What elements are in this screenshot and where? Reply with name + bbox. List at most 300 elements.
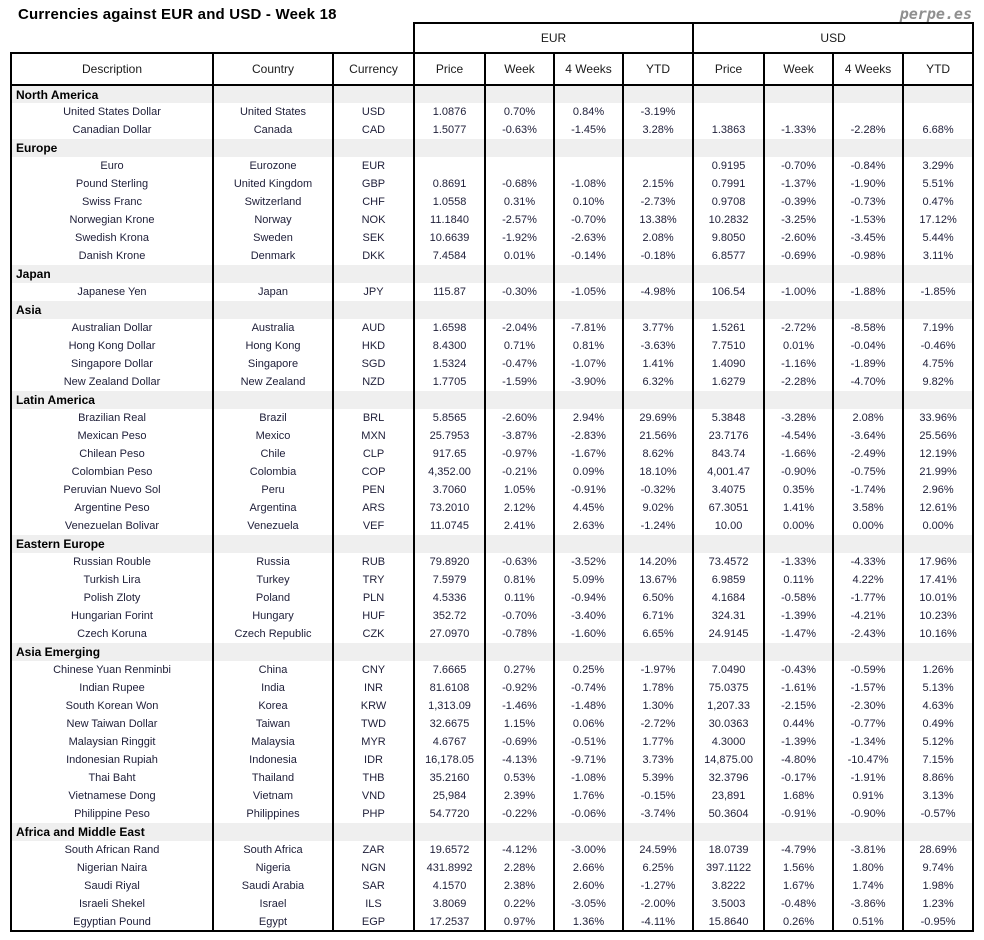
cell-currency: MYR xyxy=(333,733,414,751)
section-title: Europe xyxy=(11,139,213,157)
cell-country: Singapore xyxy=(213,355,333,373)
cell-usd-ytd: 17.12% xyxy=(903,211,973,229)
cell-eur-week: -0.68% xyxy=(485,175,554,193)
cell-usd-week: 0.35% xyxy=(764,481,833,499)
cell-usd-week: -0.48% xyxy=(764,895,833,913)
section-empty-cell xyxy=(623,85,693,103)
section-empty-cell xyxy=(333,391,414,409)
cell-country: Argentina xyxy=(213,499,333,517)
cell-country: Eurozone xyxy=(213,157,333,175)
cell-eur-ytd: -2.00% xyxy=(623,895,693,913)
cell-usd-4weeks: 0.51% xyxy=(833,913,903,931)
col-header-country: Country xyxy=(213,53,333,85)
cell-description: Thai Baht xyxy=(11,769,213,787)
cell-country: India xyxy=(213,679,333,697)
cell-eur-4weeks: -1.07% xyxy=(554,355,623,373)
cell-usd-price xyxy=(693,103,764,121)
col-header-eur-week: Week xyxy=(485,53,554,85)
cell-eur-ytd: 3.77% xyxy=(623,319,693,337)
cell-country: Colombia xyxy=(213,463,333,481)
cell-usd-ytd: 10.23% xyxy=(903,607,973,625)
cell-currency: THB xyxy=(333,769,414,787)
cell-description: Vietnamese Dong xyxy=(11,787,213,805)
cell-description: Saudi Riyal xyxy=(11,877,213,895)
cell-description: Mexican Peso xyxy=(11,427,213,445)
cell-eur-week: 2.39% xyxy=(485,787,554,805)
cell-country: South Africa xyxy=(213,841,333,859)
cell-eur-ytd: 1.78% xyxy=(623,679,693,697)
cell-usd-ytd: 28.69% xyxy=(903,841,973,859)
section-title: Africa and Middle East xyxy=(11,823,213,841)
cell-usd-ytd: 17.96% xyxy=(903,553,973,571)
cell-eur-4weeks: 2.66% xyxy=(554,859,623,877)
cell-currency: NOK xyxy=(333,211,414,229)
cell-country: Denmark xyxy=(213,247,333,265)
section-empty-cell xyxy=(333,301,414,319)
cell-eur-week xyxy=(485,157,554,175)
cell-eur-week: -0.97% xyxy=(485,445,554,463)
cell-usd-4weeks: -2.28% xyxy=(833,121,903,139)
cell-country: United Kingdom xyxy=(213,175,333,193)
cell-usd-4weeks: -10.47% xyxy=(833,751,903,769)
cell-eur-4weeks: -1.60% xyxy=(554,625,623,643)
table-row xyxy=(11,481,973,499)
cell-eur-price: 1.5324 xyxy=(414,355,485,373)
section-empty-cell xyxy=(693,535,764,553)
section-header-row xyxy=(11,139,973,157)
cell-eur-ytd: 13.38% xyxy=(623,211,693,229)
cell-eur-4weeks: -0.06% xyxy=(554,805,623,823)
cell-usd-price: 15.8640 xyxy=(693,913,764,931)
cell-usd-price: 75.0375 xyxy=(693,679,764,697)
col-header-usd-price: Price xyxy=(693,53,764,85)
table-row xyxy=(11,859,973,877)
cell-eur-week: -1.46% xyxy=(485,697,554,715)
page-title: Currencies against EUR and USD - Week 18 xyxy=(18,6,337,23)
section-empty-cell xyxy=(693,643,764,661)
cell-eur-price: 5.8565 xyxy=(414,409,485,427)
cell-eur-4weeks: -1.08% xyxy=(554,769,623,787)
cell-country: Turkey xyxy=(213,571,333,589)
cell-eur-4weeks: 2.94% xyxy=(554,409,623,427)
cell-usd-ytd: 1.98% xyxy=(903,877,973,895)
cell-currency: PHP xyxy=(333,805,414,823)
cell-usd-ytd: 3.29% xyxy=(903,157,973,175)
cell-usd-week: -2.28% xyxy=(764,373,833,391)
cell-usd-ytd: 5.51% xyxy=(903,175,973,193)
cell-country: China xyxy=(213,661,333,679)
cell-eur-4weeks: -2.83% xyxy=(554,427,623,445)
cell-usd-4weeks: -3.45% xyxy=(833,229,903,247)
cell-country: Saudi Arabia xyxy=(213,877,333,895)
section-empty-cell xyxy=(485,823,554,841)
cell-eur-ytd: 9.02% xyxy=(623,499,693,517)
cell-country: Australia xyxy=(213,319,333,337)
table-row xyxy=(11,625,973,643)
cell-eur-week: 1.05% xyxy=(485,481,554,499)
cell-country: Russia xyxy=(213,553,333,571)
section-empty-cell xyxy=(833,301,903,319)
cell-usd-ytd: 0.47% xyxy=(903,193,973,211)
table-row xyxy=(11,229,973,247)
cell-description: Brazilian Real xyxy=(11,409,213,427)
cell-country: Nigeria xyxy=(213,859,333,877)
cell-eur-4weeks: 1.36% xyxy=(554,913,623,931)
cell-currency: EUR xyxy=(333,157,414,175)
section-empty-cell xyxy=(333,535,414,553)
cell-eur-week: -0.63% xyxy=(485,121,554,139)
cell-description: Chinese Yuan Renminbi xyxy=(11,661,213,679)
group-header-usd: USD xyxy=(693,23,973,53)
cell-description: Hong Kong Dollar xyxy=(11,337,213,355)
cell-usd-ytd: 2.96% xyxy=(903,481,973,499)
cell-eur-week: -1.92% xyxy=(485,229,554,247)
section-empty-cell xyxy=(414,85,485,103)
cell-usd-4weeks: 2.08% xyxy=(833,409,903,427)
cell-usd-price: 1.5261 xyxy=(693,319,764,337)
cell-eur-week: 2.41% xyxy=(485,517,554,535)
cell-eur-4weeks xyxy=(554,157,623,175)
cell-description: Malaysian Ringgit xyxy=(11,733,213,751)
cell-eur-week: -4.12% xyxy=(485,841,554,859)
cell-country: United States xyxy=(213,103,333,121)
cell-eur-ytd: 3.28% xyxy=(623,121,693,139)
cell-eur-price: 25,984 xyxy=(414,787,485,805)
cell-eur-week: -0.21% xyxy=(485,463,554,481)
section-empty-cell xyxy=(213,139,333,157)
cell-usd-ytd: -1.85% xyxy=(903,283,973,301)
cell-description: Swedish Krona xyxy=(11,229,213,247)
cell-currency: SAR xyxy=(333,877,414,895)
cell-usd-week: -4.80% xyxy=(764,751,833,769)
cell-country: Malaysia xyxy=(213,733,333,751)
cell-usd-4weeks: 1.80% xyxy=(833,859,903,877)
cell-currency: HKD xyxy=(333,337,414,355)
cell-usd-week: -1.33% xyxy=(764,553,833,571)
cell-description: Norwegian Krone xyxy=(11,211,213,229)
table-row xyxy=(11,715,973,733)
section-empty-cell xyxy=(693,265,764,283)
cell-eur-4weeks: -3.40% xyxy=(554,607,623,625)
section-title: Asia xyxy=(11,301,213,319)
table-row xyxy=(11,175,973,193)
cell-usd-ytd: 21.99% xyxy=(903,463,973,481)
cell-currency: AUD xyxy=(333,319,414,337)
col-header-currency: Currency xyxy=(333,53,414,85)
cell-eur-4weeks: -0.14% xyxy=(554,247,623,265)
cell-currency: JPY xyxy=(333,283,414,301)
table-row xyxy=(11,805,973,823)
cell-usd-week: -1.37% xyxy=(764,175,833,193)
cell-eur-price: 4.1570 xyxy=(414,877,485,895)
cell-eur-4weeks: 0.09% xyxy=(554,463,623,481)
table-row xyxy=(11,373,973,391)
col-header-usd-week: Week xyxy=(764,53,833,85)
cell-usd-4weeks: -1.91% xyxy=(833,769,903,787)
section-empty-cell xyxy=(764,535,833,553)
cell-description: Turkish Lira xyxy=(11,571,213,589)
section-header-row xyxy=(11,823,973,841)
section-empty-cell xyxy=(623,643,693,661)
cell-usd-price: 1.4090 xyxy=(693,355,764,373)
cell-usd-ytd: 5.12% xyxy=(903,733,973,751)
table-row xyxy=(11,697,973,715)
cell-usd-ytd: 9.82% xyxy=(903,373,973,391)
cell-usd-week: 1.67% xyxy=(764,877,833,895)
cell-usd-week: -2.60% xyxy=(764,229,833,247)
cell-eur-week: 0.81% xyxy=(485,571,554,589)
cell-eur-week: 0.53% xyxy=(485,769,554,787)
cell-eur-price: 7.6665 xyxy=(414,661,485,679)
cell-usd-ytd: 7.15% xyxy=(903,751,973,769)
cell-country: Poland xyxy=(213,589,333,607)
cell-eur-ytd: 2.08% xyxy=(623,229,693,247)
cell-eur-ytd: 2.15% xyxy=(623,175,693,193)
cell-usd-4weeks: -1.53% xyxy=(833,211,903,229)
cell-usd-price: 0.9195 xyxy=(693,157,764,175)
cell-usd-ytd: -0.95% xyxy=(903,913,973,931)
cell-description: Pound Sterling xyxy=(11,175,213,193)
cell-description: United States Dollar xyxy=(11,103,213,121)
cell-usd-price: 106.54 xyxy=(693,283,764,301)
cell-usd-price: 24.9145 xyxy=(693,625,764,643)
cell-usd-week: -1.66% xyxy=(764,445,833,463)
cell-usd-4weeks: -2.49% xyxy=(833,445,903,463)
cell-usd-4weeks: -4.21% xyxy=(833,607,903,625)
section-empty-cell xyxy=(485,265,554,283)
cell-description: Euro xyxy=(11,157,213,175)
section-header-row xyxy=(11,265,973,283)
section-empty-cell xyxy=(903,643,973,661)
cell-eur-ytd xyxy=(623,157,693,175)
cell-country: Japan xyxy=(213,283,333,301)
cell-currency: PLN xyxy=(333,589,414,607)
section-empty-cell xyxy=(333,643,414,661)
col-header-description: Description xyxy=(11,53,213,85)
cell-eur-price: 431.8992 xyxy=(414,859,485,877)
section-empty-cell xyxy=(333,139,414,157)
cell-currency: NZD xyxy=(333,373,414,391)
cell-eur-ytd: 29.69% xyxy=(623,409,693,427)
section-empty-cell xyxy=(833,391,903,409)
section-title: Japan xyxy=(11,265,213,283)
cell-usd-week: -3.25% xyxy=(764,211,833,229)
cell-eur-week: -0.70% xyxy=(485,607,554,625)
cell-usd-4weeks: -0.84% xyxy=(833,157,903,175)
section-title: Asia Emerging xyxy=(11,643,213,661)
section-empty-cell xyxy=(213,391,333,409)
cell-usd-price: 397.1122 xyxy=(693,859,764,877)
section-empty-cell xyxy=(623,139,693,157)
cell-usd-price: 3.8222 xyxy=(693,877,764,895)
cell-eur-4weeks: 0.81% xyxy=(554,337,623,355)
cell-currency: PEN xyxy=(333,481,414,499)
cell-eur-price xyxy=(414,157,485,175)
cell-eur-4weeks: -1.05% xyxy=(554,283,623,301)
cell-usd-week: -1.47% xyxy=(764,625,833,643)
cell-eur-ytd: 1.41% xyxy=(623,355,693,373)
group-header-eur: EUR xyxy=(414,23,693,53)
cell-country: Vietnam xyxy=(213,787,333,805)
cell-usd-week: -4.79% xyxy=(764,841,833,859)
cell-country: Brazil xyxy=(213,409,333,427)
cell-usd-4weeks: -3.81% xyxy=(833,841,903,859)
cell-eur-week: 0.27% xyxy=(485,661,554,679)
table-row xyxy=(11,499,973,517)
cell-currency: BRL xyxy=(333,409,414,427)
section-header-row xyxy=(11,301,973,319)
cell-eur-4weeks: 2.63% xyxy=(554,517,623,535)
cell-usd-price: 67.3051 xyxy=(693,499,764,517)
cell-eur-ytd: -1.24% xyxy=(623,517,693,535)
table-body xyxy=(11,85,973,931)
cell-currency: TRY xyxy=(333,571,414,589)
cell-usd-price: 10.2832 xyxy=(693,211,764,229)
cell-usd-ytd: 12.61% xyxy=(903,499,973,517)
cell-eur-week: -0.78% xyxy=(485,625,554,643)
cell-country: Hong Kong xyxy=(213,337,333,355)
cell-eur-price: 917.65 xyxy=(414,445,485,463)
col-header-eur-price: Price xyxy=(414,53,485,85)
section-empty-cell xyxy=(693,391,764,409)
section-empty-cell xyxy=(414,643,485,661)
section-empty-cell xyxy=(554,265,623,283)
cell-eur-price: 3.7060 xyxy=(414,481,485,499)
cell-usd-ytd: 9.74% xyxy=(903,859,973,877)
cell-eur-week: -0.69% xyxy=(485,733,554,751)
section-empty-cell xyxy=(414,301,485,319)
table-row xyxy=(11,679,973,697)
table-row xyxy=(11,841,973,859)
cell-currency: SGD xyxy=(333,355,414,373)
cell-description: Hungarian Forint xyxy=(11,607,213,625)
cell-usd-ytd: 0.00% xyxy=(903,517,973,535)
section-title: North America xyxy=(11,85,213,103)
section-empty-cell xyxy=(554,535,623,553)
cell-usd-price: 0.9708 xyxy=(693,193,764,211)
cell-eur-ytd: 21.56% xyxy=(623,427,693,445)
section-empty-cell xyxy=(833,139,903,157)
table-row xyxy=(11,427,973,445)
group-header-row xyxy=(11,23,973,53)
cell-usd-4weeks: -2.43% xyxy=(833,625,903,643)
section-empty-cell xyxy=(485,139,554,157)
cell-usd-4weeks xyxy=(833,103,903,121)
cell-usd-4weeks: -3.64% xyxy=(833,427,903,445)
cell-currency: CLP xyxy=(333,445,414,463)
section-empty-cell xyxy=(833,265,903,283)
section-empty-cell xyxy=(485,391,554,409)
cell-usd-4weeks: -0.98% xyxy=(833,247,903,265)
cell-eur-4weeks: -1.67% xyxy=(554,445,623,463)
cell-usd-price: 73.4572 xyxy=(693,553,764,571)
cell-usd-price: 1.3863 xyxy=(693,121,764,139)
cell-description: Australian Dollar xyxy=(11,319,213,337)
table-row xyxy=(11,283,973,301)
table-row xyxy=(11,607,973,625)
cell-eur-ytd: 1.30% xyxy=(623,697,693,715)
cell-description: Canadian Dollar xyxy=(11,121,213,139)
cell-eur-price: 17.2537 xyxy=(414,913,485,931)
cell-eur-ytd: 6.25% xyxy=(623,859,693,877)
section-header-row xyxy=(11,643,973,661)
cell-usd-price: 6.8577 xyxy=(693,247,764,265)
cell-eur-price: 73.2010 xyxy=(414,499,485,517)
cell-eur-4weeks: -0.94% xyxy=(554,589,623,607)
cell-eur-ytd: 18.10% xyxy=(623,463,693,481)
cell-description: New Taiwan Dollar xyxy=(11,715,213,733)
section-empty-cell xyxy=(764,643,833,661)
cell-usd-week: 0.01% xyxy=(764,337,833,355)
cell-country: Philippines xyxy=(213,805,333,823)
table-row xyxy=(11,409,973,427)
cell-eur-4weeks: -1.48% xyxy=(554,697,623,715)
cell-usd-price: 10.00 xyxy=(693,517,764,535)
cell-usd-ytd: 7.19% xyxy=(903,319,973,337)
cell-usd-ytd xyxy=(903,103,973,121)
cell-eur-week: -0.47% xyxy=(485,355,554,373)
section-empty-cell xyxy=(333,85,414,103)
cell-usd-price: 7.0490 xyxy=(693,661,764,679)
cell-eur-week: 0.97% xyxy=(485,913,554,931)
cell-usd-week: -0.69% xyxy=(764,247,833,265)
cell-description: Venezuelan Bolivar xyxy=(11,517,213,535)
cell-eur-4weeks: -9.71% xyxy=(554,751,623,769)
cell-eur-4weeks: -0.74% xyxy=(554,679,623,697)
section-empty-cell xyxy=(693,85,764,103)
section-header-row xyxy=(11,85,973,103)
cell-country: Norway xyxy=(213,211,333,229)
section-empty-cell xyxy=(764,823,833,841)
cell-eur-4weeks: 4.45% xyxy=(554,499,623,517)
cell-usd-ytd: 4.75% xyxy=(903,355,973,373)
cell-usd-price: 4,001.47 xyxy=(693,463,764,481)
cell-eur-4weeks: -1.08% xyxy=(554,175,623,193)
section-empty-cell xyxy=(764,391,833,409)
cell-usd-4weeks: -1.34% xyxy=(833,733,903,751)
cell-usd-week: -1.00% xyxy=(764,283,833,301)
cell-eur-week: 2.38% xyxy=(485,877,554,895)
section-empty-cell xyxy=(485,301,554,319)
section-empty-cell xyxy=(764,265,833,283)
table-row xyxy=(11,121,973,139)
cell-usd-price: 1,207.33 xyxy=(693,697,764,715)
cell-usd-week: -2.72% xyxy=(764,319,833,337)
cell-currency: ILS xyxy=(333,895,414,913)
cell-description: Israeli Shekel xyxy=(11,895,213,913)
cell-eur-week: 0.11% xyxy=(485,589,554,607)
cell-eur-price: 1.6598 xyxy=(414,319,485,337)
section-empty-cell xyxy=(333,823,414,841)
section-empty-cell xyxy=(485,85,554,103)
cell-eur-price: 1.5077 xyxy=(414,121,485,139)
cell-eur-4weeks: 0.06% xyxy=(554,715,623,733)
cell-usd-4weeks: 4.22% xyxy=(833,571,903,589)
cell-eur-price: 4,352.00 xyxy=(414,463,485,481)
cell-usd-week: 0.00% xyxy=(764,517,833,535)
section-empty-cell xyxy=(213,643,333,661)
cell-currency: MXN xyxy=(333,427,414,445)
cell-eur-week: -2.04% xyxy=(485,319,554,337)
cell-currency: CAD xyxy=(333,121,414,139)
table-row xyxy=(11,463,973,481)
section-empty-cell xyxy=(554,85,623,103)
cell-eur-price: 79.8920 xyxy=(414,553,485,571)
cell-eur-4weeks: -3.52% xyxy=(554,553,623,571)
cell-eur-ytd: 5.39% xyxy=(623,769,693,787)
cell-eur-week: -0.92% xyxy=(485,679,554,697)
table-row xyxy=(11,769,973,787)
